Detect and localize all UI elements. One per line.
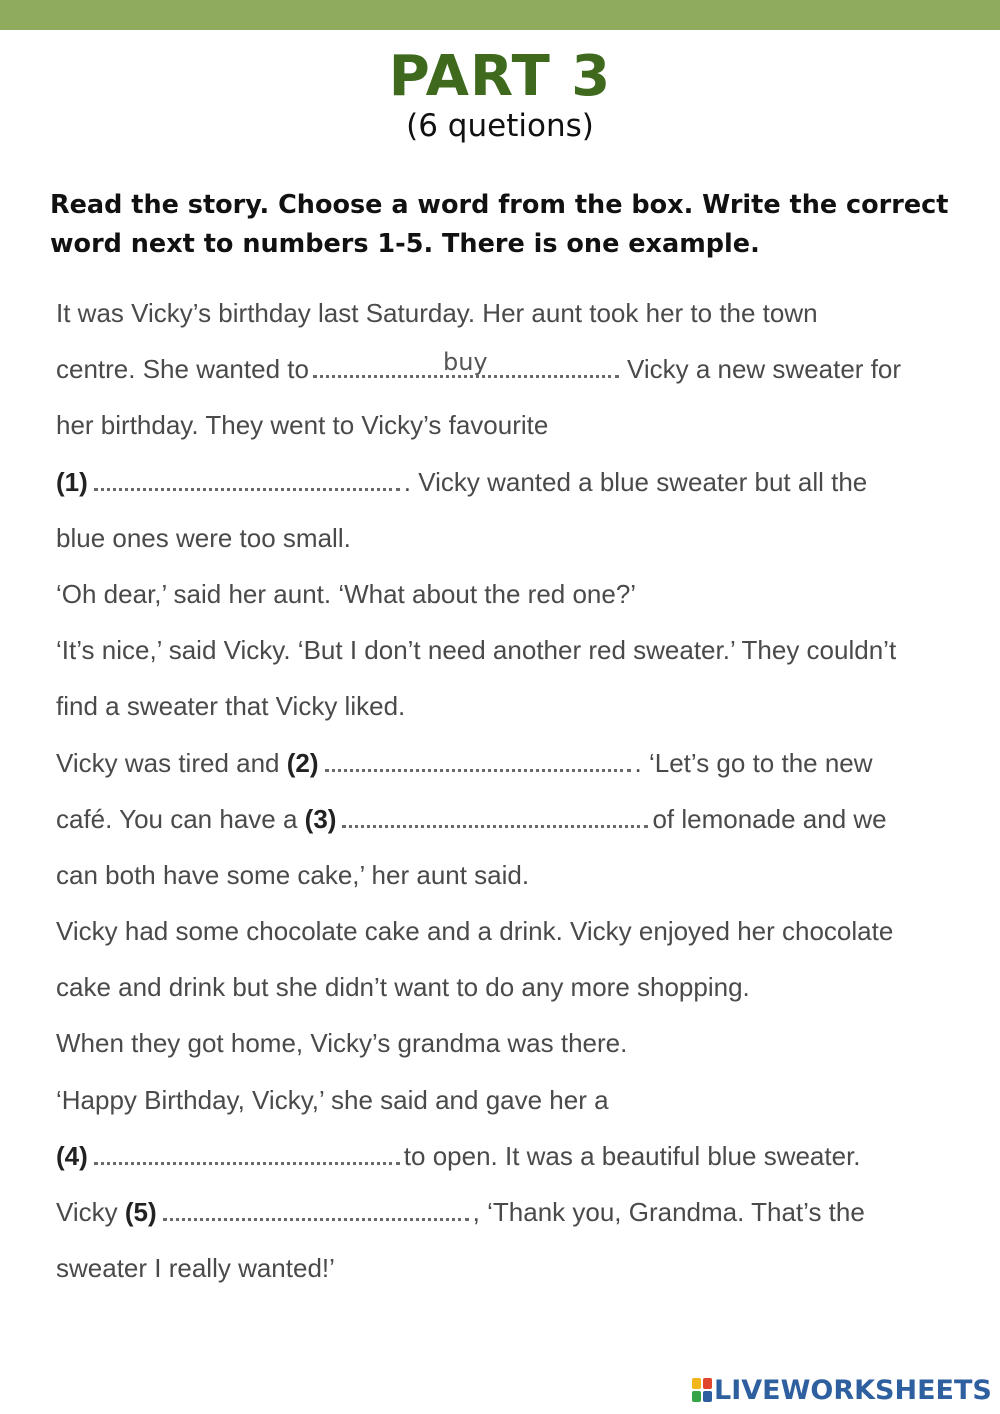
story-line [56,1077,976,1133]
story-text-segment: blue ones were too small. [56,522,351,553]
story-text-segment: Vicky was tired and [56,747,280,778]
answer-blank-5[interactable] [163,1198,469,1221]
story-line [56,571,976,627]
story-text-segment: , ‘Thank you, Grandma. That’s the [472,1197,865,1227]
question-number-2: (2) [286,747,319,778]
example-answer: buy [442,348,488,377]
story-line [56,683,976,739]
question-number-5: (5) [124,1197,157,1227]
story-text [56,290,976,1301]
story-text-segment: ‘It’s nice,’ said Vicky. ‘But I don’t need another red sweater.’ They couldn’t [56,635,897,666]
story-text-segment: can both have some cake,’ her aunt said. [56,859,530,890]
story-text-segment: sweater I really wanted!’ [56,1253,335,1284]
liveworksheets-logo-icon [692,1378,712,1402]
story-text-segment: centre. She wanted to [56,354,309,385]
page-title: PART 3 [388,44,612,109]
story-text-segment: Vicky a new sweater for [626,354,902,385]
liveworksheets-brand [692,1374,992,1406]
story-text-segment: ‘Oh dear,’ said her aunt. ‘What about the red one?’ [56,578,637,609]
story-text-segment: ‘Happy Birthday, Vicky,’ she said and gave her a [56,1084,609,1115]
story-text-segment: of lemonade and we [652,803,887,834]
example-answer-blank [313,348,619,378]
answer-blank-3[interactable] [342,805,648,828]
top-color-bar [0,0,1000,30]
story-line [56,290,976,346]
story-line [56,459,976,515]
story-line [56,402,976,458]
question-number-1: (1) [56,466,88,497]
story-text-segment: her birthday. They went to Vicky’s favourite [56,410,549,441]
story-text-segment: It was Vicky’s birthday last Saturday. Her aunt took her to the town [56,298,818,328]
story-line [56,964,976,1020]
question-number-3: (3) [304,803,337,834]
question-number-4: (4) [56,1140,88,1171]
story-line [56,852,976,908]
answer-blank-1[interactable] [94,468,400,491]
story-line [56,740,976,796]
story-line [56,796,976,852]
story-text-segment: find a sweater that Vicky liked. [56,691,406,722]
answer-blank-2[interactable] [325,749,631,772]
story-text-segment: . Vicky wanted a blue sweater but all the [403,466,868,497]
story-text-segment: café. You can have a [56,803,298,834]
story-text-segment: to open. It was a beautiful blue sweater. [403,1140,861,1171]
story-text-segment: Vicky had some chocolate cake and a drink. Vicky enjoyed her chocolate [56,916,894,947]
story-text-segment: . ‘Let’s go to the new [634,747,873,778]
story-line [56,908,976,964]
instructions-text: Read the story. Choose a word from the box. Write the correct word next to numbers 1-5. There is one example. [50,190,949,259]
story-line [56,1189,976,1245]
story-line [56,627,976,683]
story-text-segment: Vicky [56,1197,118,1227]
story-line [56,1020,976,1076]
answer-blank-4[interactable] [94,1142,400,1165]
story-line [56,1245,976,1301]
story-line [56,1133,976,1189]
story-line [56,346,976,402]
brand-name: LIVEWORKSHEETS [714,1374,992,1406]
story-line [56,515,976,571]
story-text-segment: When they got home, Vicky’s grandma was there. [56,1028,628,1059]
story-text-segment: cake and drink but she didn’t want to do any more shopping. [56,972,750,1003]
page-subtitle: (6 quetions) [406,108,594,144]
